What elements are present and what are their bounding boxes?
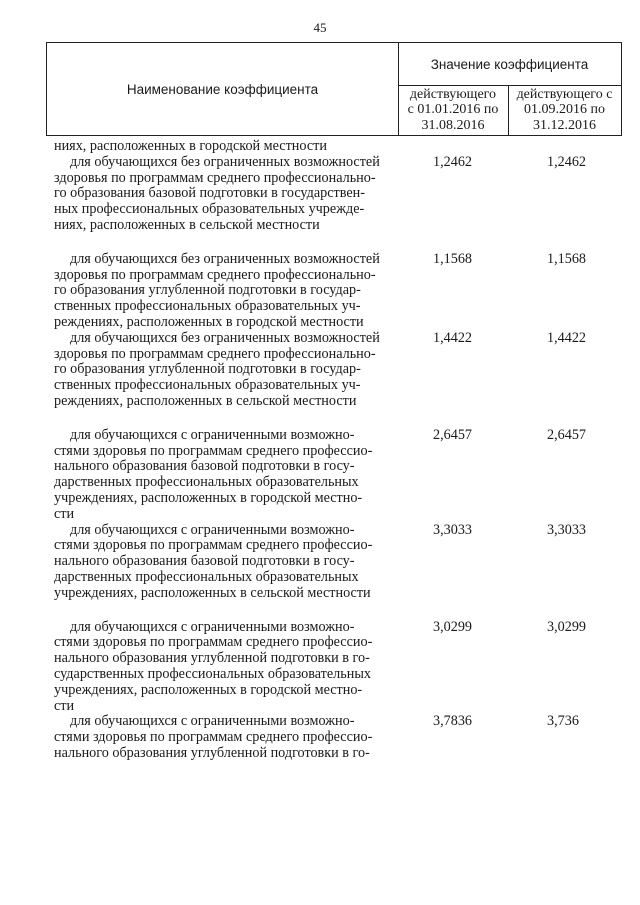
row-description-line: стями здоровья по программам среднего профессио-	[54, 729, 373, 746]
row-description-line: учреждениях, расположенных в сельской местности	[54, 584, 371, 601]
row-description-line: нального образования базовой подготовки в госу-	[54, 458, 355, 475]
row-description-line: для обучающихся с ограниченными возможно-	[70, 521, 355, 538]
row-description-line: сударственных профессиональных образовательных	[54, 665, 371, 682]
row-description-line: для обучающихся с ограниченными возможно-	[70, 426, 355, 443]
table-body	[0, 139, 640, 762]
table-row	[0, 714, 640, 761]
row-continuation-text: ниях, расположенных в городской местности	[54, 138, 327, 154]
table-row	[0, 252, 640, 331]
row-description-line: ственных профессиональных образовательных уч-	[54, 377, 361, 394]
row-value-period-1: 3,0299	[433, 618, 473, 635]
row-value-period-2: 3,0299	[547, 618, 587, 635]
row-description-line: ниях, расположенных в сельской местности	[54, 216, 320, 233]
row-description-line: для обучающихся без ограниченных возможностей	[70, 329, 380, 346]
row-description-line: ственных профессиональных образовательных уч-	[54, 298, 361, 315]
row-description-line: дарственных профессиональных образовательных	[54, 474, 359, 491]
row-description-line: реждениях, расположенных в сельской местности	[54, 392, 357, 409]
row-description-line: для обучающихся с ограниченными возможно-	[70, 713, 355, 730]
row-description-line: нального образования углубленной подготовки в го-	[54, 650, 370, 667]
row-description-line: го образования углубленной подготовки в государ-	[54, 361, 361, 378]
period-1-line: 31.08.2016	[421, 117, 485, 133]
row-description-line: для обучающихся без ограниченных возможностей	[70, 153, 380, 170]
header-period-1	[398, 85, 509, 135]
row-value-period-1: 3,3033	[433, 521, 473, 538]
row-description-line: го образования базовой подготовки в государствен-	[54, 185, 365, 202]
table-row	[0, 620, 640, 715]
row-value-period-1: 1,1568	[433, 250, 473, 267]
row-description-line: здоровья по программам среднего профессионально-	[54, 266, 376, 283]
row-description-line: стями здоровья по программам среднего профессио-	[54, 634, 373, 651]
row-value-period-2: 1,1568	[547, 250, 587, 267]
row-description	[54, 428, 392, 523]
row-description-line: учреждениях, расположенных в городской местно-	[54, 681, 363, 698]
row-description	[54, 714, 392, 761]
period-1-line: с 01.01.2016 по	[407, 102, 499, 118]
row-description-line: нального образования углубленной подготовки в го-	[54, 744, 370, 761]
period-2-line: 31.12.2016	[532, 117, 596, 133]
page-number: 45	[313, 20, 327, 35]
period-1-line: действующего	[409, 86, 497, 102]
header-value-group: Значение коэффициента	[398, 43, 621, 86]
row-description-line: стями здоровья по программам среднего профессио-	[54, 442, 373, 459]
table-row	[0, 428, 640, 523]
row-value-period-2: 2,6457	[547, 426, 587, 443]
period-2-line: 01.09.2016 по	[523, 102, 605, 118]
row-description-line: дарственных профессиональных образовательных	[54, 568, 359, 585]
row-description	[54, 155, 392, 234]
table-row	[0, 523, 640, 602]
row-description	[54, 620, 392, 715]
row-description-line: нального образования базовой подготовки в госу-	[54, 553, 355, 570]
row-description-line: реждениях, расположенных в городской местности	[54, 313, 364, 330]
row-value-period-2: 3,736	[547, 713, 579, 730]
row-description-line: для обучающихся без ограниченных возможностей	[70, 250, 380, 267]
row-value-period-2: 1,4422	[547, 329, 587, 346]
period-2-line: действующего с	[516, 86, 613, 102]
row-value-period-1: 3,7836	[433, 713, 473, 730]
row-description-line: здоровья по программам среднего профессионально-	[54, 169, 376, 186]
row-description-line: учреждениях, расположенных в городской местно-	[54, 489, 363, 506]
header-name-column: Наименование коэффициента	[47, 43, 399, 135]
row-description-line: сти	[54, 697, 75, 714]
row-description-line: здоровья по программам среднего профессионально-	[54, 345, 376, 362]
row-description-line: стями здоровья по программам среднего профессио-	[54, 537, 373, 554]
row-description-line: го образования углубленной подготовки в государ-	[54, 282, 361, 299]
table-header	[46, 42, 622, 136]
row-description	[54, 331, 392, 410]
row-description	[54, 252, 392, 331]
row-description-line: для обучающихся с ограниченными возможно-	[70, 618, 355, 635]
row-value-period-2: 1,2462	[547, 153, 587, 170]
row-value-period-1: 1,4422	[433, 329, 473, 346]
row-value-period-1: 1,2462	[433, 153, 473, 170]
row-description-line: сти	[54, 505, 75, 522]
table-row	[0, 331, 640, 410]
table-row	[0, 155, 640, 234]
table-row-continuation	[0, 139, 640, 155]
row-value-period-1: 2,6457	[433, 426, 473, 443]
header-period-2	[508, 85, 621, 135]
row-description	[54, 523, 392, 602]
row-value-period-2: 3,3033	[547, 521, 587, 538]
row-description-line: ных профессиональных образовательных учрежде-	[54, 201, 365, 218]
